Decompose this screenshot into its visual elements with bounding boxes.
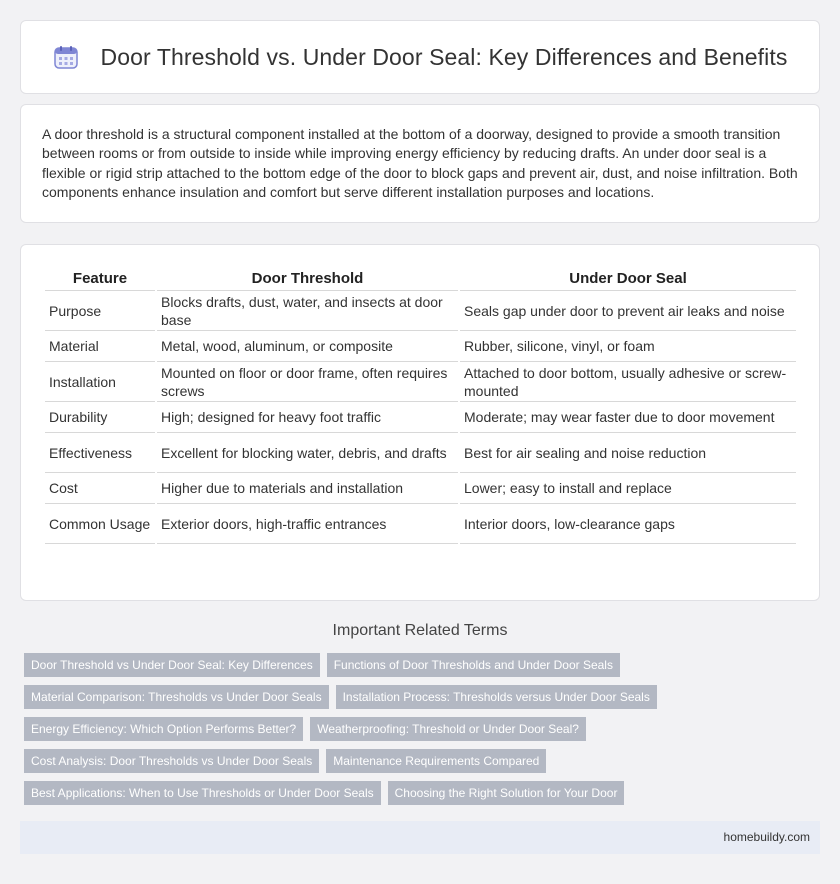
related-tags-row — [24, 749, 553, 773]
table-row — [45, 291, 796, 331]
comparison-table — [43, 263, 798, 544]
table-cell-threshold: Mounted on floor or door frame, often requires screws — [157, 362, 458, 402]
related-tag-link[interactable]: Material Comparison: Thresholds vs Under Door Seals — [24, 685, 329, 709]
column-header-feature: Feature — [45, 263, 155, 291]
related-tag-link[interactable]: Functions of Door Thresholds and Under Door Seals — [327, 653, 620, 677]
related-tags-row — [24, 685, 664, 709]
related-terms-title: Important Related Terms — [332, 622, 508, 639]
table-cell-seal: Interior doors, low-clearance gaps — [460, 504, 796, 544]
title-card — [20, 20, 820, 94]
related-tags-row — [24, 717, 593, 741]
table-row — [45, 331, 796, 362]
related-tags-row — [24, 653, 627, 677]
related-tag-link[interactable]: Best Applications: When to Use Thresholds or Under Door Seals — [24, 781, 381, 805]
table-cell-threshold: Exterior doors, high-traffic entrances — [157, 504, 458, 544]
table-cell-seal: Best for air sealing and noise reduction — [460, 433, 796, 473]
table-row — [45, 504, 796, 544]
table-cell-seal: Seals gap under door to prevent air leaks and noise — [460, 291, 796, 331]
table-cell-feature: Cost — [45, 473, 155, 504]
table-cell-feature: Material — [45, 331, 155, 362]
table-cell-threshold: Blocks drafts, dust, water, and insects at door base — [157, 291, 458, 331]
table-row — [45, 362, 796, 402]
related-tag-link[interactable]: Installation Process: Thresholds versus Under Door Seals — [336, 685, 657, 709]
related-tag-link[interactable]: Door Threshold vs Under Door Seal: Key Differences — [24, 653, 320, 677]
page-title: Door Threshold vs. Under Door Seal: Key Differences and Benefits — [100, 43, 788, 70]
table-cell-feature: Effectiveness — [45, 433, 155, 473]
table-cell-threshold: High; designed for heavy foot traffic — [157, 402, 458, 433]
table-row — [45, 473, 796, 504]
related-tag-link[interactable]: Choosing the Right Solution for Your Door — [388, 781, 625, 805]
table-row — [45, 433, 796, 473]
related-tags-row — [24, 781, 631, 805]
table-cell-feature: Installation — [45, 362, 155, 402]
related-tag-link[interactable]: Cost Analysis: Door Thresholds vs Under Door Seals — [24, 749, 319, 773]
comparison-table-card — [20, 244, 820, 601]
table-row — [45, 402, 796, 433]
table-cell-seal: Rubber, silicone, vinyl, or foam — [460, 331, 796, 362]
footer-site-name: homebuildy.com — [723, 830, 810, 844]
table-header-row — [45, 263, 796, 291]
calendar-icon — [53, 44, 79, 70]
table-cell-threshold: Higher due to materials and installation — [157, 473, 458, 504]
intro-paragraph: A door threshold is a structural component installed at the bottom of a doorway, designed to provide a smooth transition between rooms or from outside to inside while improving energy efficiency by reducing drafts. An under door seal is a flexible or rigid strip attached to the bottom edge of the door to block gaps and prevent air, dust, and noise infiltration. Both components enhance insulation and comfort but serve different installation purposes and locations. — [42, 126, 798, 200]
table-cell-feature: Purpose — [45, 291, 155, 331]
table-cell-seal: Attached to door bottom, usually adhesive or screw-mounted — [460, 362, 796, 402]
related-tag-link[interactable]: Weatherproofing: Threshold or Under Door Seal? — [310, 717, 586, 741]
table-cell-seal: Moderate; may wear faster due to door movement — [460, 402, 796, 433]
table-cell-feature: Common Usage — [45, 504, 155, 544]
table-cell-feature: Durability — [45, 402, 155, 433]
column-header-under-door-seal: Under Door Seal — [460, 263, 796, 291]
related-tag-link[interactable]: Energy Efficiency: Which Option Performs Better? — [24, 717, 303, 741]
related-tag-link[interactable]: Maintenance Requirements Compared — [326, 749, 546, 773]
footer — [20, 821, 820, 854]
table-cell-seal: Lower; easy to install and replace — [460, 473, 796, 504]
table-cell-threshold: Metal, wood, aluminum, or composite — [157, 331, 458, 362]
intro-card — [20, 104, 820, 223]
column-header-door-threshold: Door Threshold — [157, 263, 458, 291]
table-cell-threshold: Excellent for blocking water, debris, and drafts — [157, 433, 458, 473]
